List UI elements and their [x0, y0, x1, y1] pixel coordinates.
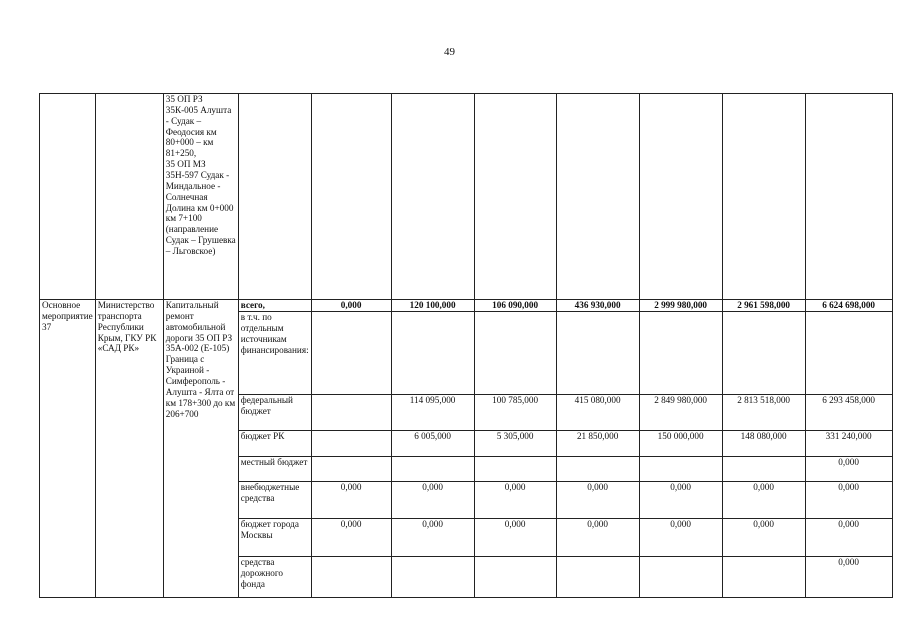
value-cell: [556, 312, 639, 395]
value-cell: 114 095,000: [391, 395, 474, 431]
measure-label-cell: [40, 300, 96, 598]
source-cell: средства дорожного фонда: [238, 557, 311, 598]
value-cell: 6 005,000: [391, 431, 474, 457]
table-row: [40, 300, 893, 312]
object-cell: [163, 300, 238, 598]
value-cell: [639, 94, 722, 300]
value-cell: [722, 457, 805, 482]
value-cell: [722, 94, 805, 300]
value-cell: 148 080,000: [722, 431, 805, 457]
executor-text: Министерство транспорта Республики Крым, ГКУ РК «САД РК»: [97, 300, 157, 354]
value-cell: 0,000: [311, 300, 391, 312]
source-cell: внебюджетные средства: [238, 482, 311, 519]
value-cell: 2 999 980,000: [639, 300, 722, 312]
value-cell: [556, 94, 639, 300]
value-cell: 0,000: [639, 519, 722, 557]
value-cell: [639, 557, 722, 598]
value-cell: [311, 312, 391, 395]
source-cell: всего,: [238, 300, 311, 312]
source-cell: бюджет РК: [238, 431, 311, 457]
value-cell: 0,000: [474, 519, 556, 557]
value-cell: 0,000: [639, 482, 722, 519]
page-number: 49: [444, 46, 455, 58]
source-cell: бюджет города Москвы: [238, 519, 311, 557]
object-text: 35 ОП РЗ 35К-005 Алушта - Судак – Феодосия км 80+000 – км 81+250, 35 ОП МЗ 35Н-597 Судак - Миндальное - Солнечная Долина км 0+000 км 7+100 (направление Судак – Грушевка – Льговское): [165, 94, 236, 257]
value-cell: 0,000: [556, 519, 639, 557]
value-cell: 0,000: [474, 482, 556, 519]
value-cell: [556, 457, 639, 482]
label-cell: [40, 94, 96, 300]
value-cell: [391, 312, 474, 395]
value-cell: [311, 557, 391, 598]
value-cell: [474, 457, 556, 482]
value-cell: 415 080,000: [556, 395, 639, 431]
source-cell: в т.ч. по отдельным источникам финансирования:: [238, 312, 311, 395]
value-cell: [474, 312, 556, 395]
value-cell: 0,000: [311, 519, 391, 557]
value-cell: 100 785,000: [474, 395, 556, 431]
object-text: Капитальный ремонт автомобильной дороги 35 ОП РЗ 35А-002 (Е-105) Граница с Украиной - Симферополь - Алушта - Ялта от км 178+300 до км 206+700: [165, 300, 236, 419]
value-cell: 0,000: [391, 519, 474, 557]
value-cell: 0,000: [722, 519, 805, 557]
financing-table: [39, 93, 893, 598]
value-cell: [391, 94, 474, 300]
source-cell: местный бюджет: [238, 457, 311, 482]
measure-label: Основное мероприятие 37: [42, 300, 93, 332]
value-cell: [391, 457, 474, 482]
value-cell: 21 850,000: [556, 431, 639, 457]
value-cell: [805, 94, 892, 300]
value-cell: 6 293 458,000: [805, 395, 892, 431]
executor-cell: [95, 300, 163, 598]
value-cell: [474, 94, 556, 300]
value-cell: 120 100,000: [391, 300, 474, 312]
value-cell: 0,000: [805, 457, 892, 482]
value-cell: [722, 312, 805, 395]
value-cell: [639, 457, 722, 482]
object-cell: [163, 94, 238, 300]
value-cell: 331 240,000: [805, 431, 892, 457]
value-cell: [639, 312, 722, 395]
table-row: [40, 94, 893, 300]
value-cell: 0,000: [805, 557, 892, 598]
source-cell: федеральный бюджет: [238, 395, 311, 431]
value-cell: 0,000: [556, 482, 639, 519]
value-cell: [805, 312, 892, 395]
value-cell: [311, 395, 391, 431]
value-cell: [556, 557, 639, 598]
value-cell: 6 624 698,000: [805, 300, 892, 312]
value-cell: 0,000: [311, 482, 391, 519]
value-cell: 5 305,000: [474, 431, 556, 457]
value-cell: [474, 557, 556, 598]
value-cell: 0,000: [391, 482, 474, 519]
value-cell: 0,000: [805, 519, 892, 557]
value-cell: [311, 431, 391, 457]
value-cell: 0,000: [805, 482, 892, 519]
value-cell: 2 849 980,000: [639, 395, 722, 431]
value-cell: 0,000: [722, 482, 805, 519]
value-cell: 106 090,000: [474, 300, 556, 312]
value-cell: 2 961 598,000: [722, 300, 805, 312]
value-cell: [311, 94, 391, 300]
value-cell: 150 000,000: [639, 431, 722, 457]
value-cell: [391, 557, 474, 598]
value-cell: 436 930,000: [556, 300, 639, 312]
executor-cell: [95, 94, 163, 300]
value-cell: 2 813 518,000: [722, 395, 805, 431]
value-cell: [722, 557, 805, 598]
value-cell: [311, 457, 391, 482]
source-cell: [238, 94, 311, 300]
